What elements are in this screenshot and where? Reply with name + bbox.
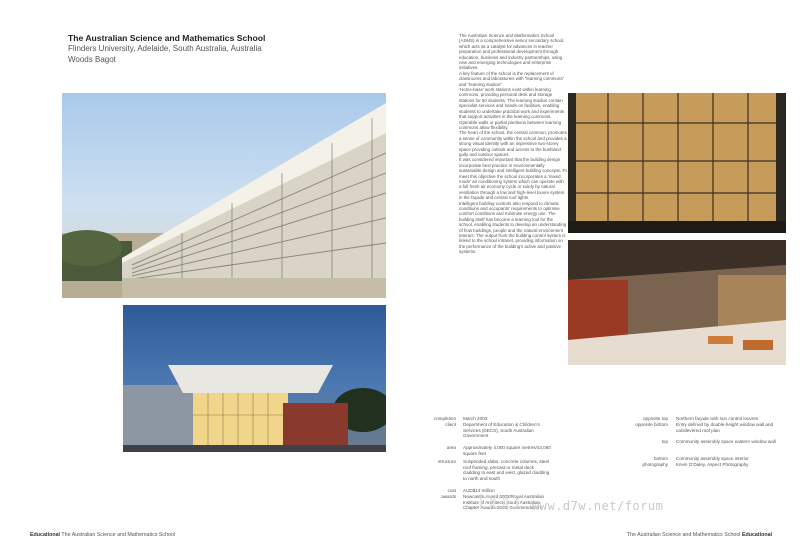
credit-label: structure [438, 459, 456, 464]
footer-project: The Australian Science and Mathematics School [626, 532, 741, 538]
footer-left [30, 532, 175, 538]
watermark-text: www.d7w.net/forum [532, 499, 664, 513]
watermark-logo [480, 495, 520, 509]
caption-label: bottom [653, 456, 668, 461]
facade-illustration [62, 93, 386, 298]
body-paragraph: A key feature of the school is the replacement of classrooms and laboratories with “learning commons” and “learning studios”. [459, 70, 565, 87]
location-subtitle: Flinders University, Adelaide, South Australia, Australia [68, 44, 262, 53]
atrium-illustration [568, 240, 786, 365]
credit-value: Newcastle Award 2003/Royal Australian Institute of Architects South Australian Chapter Awards 2003, Commendation [463, 494, 545, 511]
credit-value: Suspended slabs, concrete columns, steel roof framing, precast or metal deck cladding to east and west, glazed cladding to north and south [463, 459, 550, 481]
body-text-column [459, 33, 567, 255]
footer-section: Educational [30, 532, 61, 538]
photo-northern-facade [62, 93, 386, 298]
photo-eastern-window-wall [568, 93, 786, 233]
credit-label: cost [447, 488, 456, 493]
photo-community-assembly-interior [568, 240, 786, 365]
body-paragraph: It was considered important that the building design incorporate best practice in environmentally sustainable design and intelligent building concepts. To meet this objective the school incorporates a ‘mixed mode’ air conditioning system which can operate with a full fresh air economy cycle or solely by natural ventilation through a low and high-level louvre system in the façade and central roof lights. [459, 157, 567, 201]
footer-section: Educational [741, 532, 772, 538]
caption-value: Northern façade with sun control louvres [676, 416, 759, 421]
page-title: The Australian Science and Mathematics School [68, 33, 266, 43]
credit-label: awards [441, 494, 456, 499]
body-paragraph: ‘Home-base’ work stations exist within learning commons, providing personal desk and storage stations for 50 students. The learning studios contain specialist services and hands-on facilities, enabling students to undertake practical work and experiments that support activities in the learning commons. Operable walls or partial partitions between learning commons allow flexibility. [459, 87, 565, 130]
credit-value: March 2003 [463, 416, 488, 421]
entry-illustration [123, 305, 386, 452]
caption-label: opposite top [642, 416, 668, 421]
caption-value: Community assembly space eastern window wall [676, 439, 776, 444]
credit-value: AUD$14 million [463, 488, 495, 493]
credit-label: area [446, 445, 456, 450]
caption-value: Community assembly space interior [676, 456, 749, 461]
caption-label: top [661, 439, 668, 444]
caption-value: Kevin O’Daley, Aspect Photography [676, 462, 749, 467]
body-paragraph: The heart of the school, the central common, promotes a sense of community within the school and provides a strong visual identity with an impressive two-storey space providing outlook and access to the bushland gully and outdoor spaces. [459, 130, 567, 157]
body-paragraph: The Australian Science and Mathematics School (ASMS) is a comprehensive senior secondary school, which acts as a catalyst for advances in teacher preparation and professional development through education, business and industry partnerships, using new and emerging technologies and enterprise initiatives. [459, 33, 565, 71]
credit-value: Approximately 4,000 square metres/43,060 square feet [463, 445, 551, 456]
footer-project: The Australian Science and Mathematics School [61, 532, 176, 538]
footer-right [627, 532, 772, 538]
caption-label: photography [642, 462, 668, 467]
body-paragraph: Intelligent building controls also respond to climatic conditions and occupants’ requirements to optimise comfort conditions and minimise energy use. The building itself has become a learning tool for the school, enabling students to develop an understanding of how buildings, people and the natural environment interact. The output from the building control system is linked to the school intranet, providing information on the performance of the building’s active and passive systems. [459, 200, 567, 255]
window-wall-illustration [568, 93, 786, 233]
credit-value: Department of Education & Children’s Services (DECS), South Australian Government [463, 422, 540, 439]
caption-value: Entry defined by double-height window wall and cantilevered roof plan [676, 422, 774, 433]
architect-name: Woods Bagot [68, 55, 116, 64]
caption-label: opposite bottom [635, 422, 668, 427]
credit-label: client [445, 422, 456, 427]
credit-label: completion [433, 416, 456, 421]
photo-entry-dusk [123, 305, 386, 452]
